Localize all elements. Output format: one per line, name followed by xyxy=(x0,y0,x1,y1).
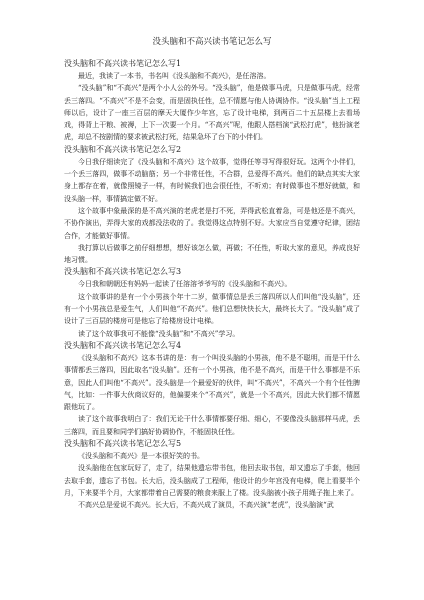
section-heading: 没头脑和不高兴读书笔记怎么写3 xyxy=(64,267,182,277)
section-4 xyxy=(64,340,360,438)
paragraph: 今日我和朝朝还有妈妈一起读了任溶溶爷爷写的《没头脑和不高兴》。 xyxy=(78,280,292,289)
paragraph: 这个故事讲的是有一个小男孩个年十二岁，做事情总是丢三落四所以人们叫他“没头脑”，还有一个小男孩总是爱生气，人们叫他“不高兴”。他们总想快快长大，最终长大了。“没头脑”成了设计了三百层的楼房可是他忘了给楼房设计电梯。 xyxy=(64,292,360,326)
section-heading: 没头脑和不高兴读书笔记怎么写2 xyxy=(64,144,182,154)
section-3 xyxy=(64,266,360,339)
section-heading: 没头脑和不高兴读书笔记怎么写5 xyxy=(64,439,182,449)
section-heading: 没头脑和不高兴读书笔记怎么写4 xyxy=(64,340,182,350)
section-5 xyxy=(64,438,360,511)
paragraph: 读了这个故事我明白了：我们无论干什么事情都要仔细、细心，不要像没头脑那样马虎，丢三落四，而且要和同学们搞好协调协作，不能固执任性。 xyxy=(64,415,360,436)
paragraph: 没头脑他在包家玩好了，走了，结果他遗忘带书包，他回去取书包，却又遗忘了手套，他回去取手套，遗忘了书包。长大后，没头脑成了工程师，他设计的少年宫没有电梯，爬上看要半个月，下来要半个月，大家都带着自己需要的粮食来服上了楼。没头脑被小孩子用绳子拖上来了。 xyxy=(64,464,360,497)
paragraph: 读了这个故事我可不能像“没头脑”和“不高兴”学习。 xyxy=(78,329,240,338)
paragraph: 今日我仔细读完了《没头脑和不高兴》这个故事，觉得任等寻写得很好玩。这两个小伴们，一个丢三落四，做事不动脑筋；另一个非常任性，不合群，总爱得不高兴。他们的缺点其实大家身上都存在着，就像照镜子一样，有时候我们也会很任性，不听劝；有时做事也不想好就做，和没头脑一样，事情搞定做不好。 xyxy=(64,157,360,203)
paragraph: “没头脑”和“不高兴”是两个小人公的外号。“没头脑”，他是做事马虎，只是做事马虎，经常丢三落四。“不高兴”不是不会变，而是固执任性，总不情愿与他人协调协作。“没头脑”当上工程师以后，设计了一座三百层的摩天大厦作少年宫，忘了设计电梯，到两百二十五层楼上去看场戏，得背上干粮、被褥，上下一次要一个月。“不高兴”呢，他跟人搭档演“武松打虎”，他扮演老虎，却总不按剧情的要求被武松打死，结果急坏了台下的小伴们。 xyxy=(64,84,360,142)
paragraph: 不高兴总是爱说不高兴。长大后，不高兴成了演员，不高兴演“老虎”，没头脑演“武 xyxy=(78,501,334,510)
section-2 xyxy=(64,144,360,267)
paragraph: 《没头脑和不高兴》是一本很好笑的书。 xyxy=(78,452,204,461)
section-1 xyxy=(64,58,360,144)
paragraph: 这个故事中象最深的是不高兴演的老虎老是打不死，弄得武松直着急，可是他还是不高兴，不协作演出，弄得大家的戏都没法收的了。我觉得这点特别不好。大家应当自觉遵守纪律，团结合作，才能做好事情。 xyxy=(64,206,360,240)
document-title: 没头脑和不高兴读书笔记怎么写 xyxy=(152,37,272,47)
paragraph: 我打算以后做事之前仔细想想，想好该怎么做，再做；不任性，听取大家的意见，养成良好地习惯。 xyxy=(64,243,360,265)
paragraph: 最近，我读了一本书，书名叫《没头脑和不高兴》，是任溶溶。 xyxy=(78,72,271,80)
section-heading: 没头脑和不高兴读书笔记怎么写1 xyxy=(64,59,182,68)
paragraph: 《没头脑和不高兴》这本书讲的是：有一个叫没头脑的小男孩，他不是不聪明，而是干什么事情都丢三落四，因此取名“没头脑”。还有一个小男孩，他不是不高兴，而是干什么事都是不乐意，因此人们叫他“不高兴”。没头脑是一个最爱好的伙伴，叫“不高兴”，不高兴一个有个任性脾气，比如：一件事大伙商议好的，他偏要来个“不高兴”，就是一个不高兴，因此大伙们都不情愿跟他玩了。 xyxy=(64,353,360,412)
